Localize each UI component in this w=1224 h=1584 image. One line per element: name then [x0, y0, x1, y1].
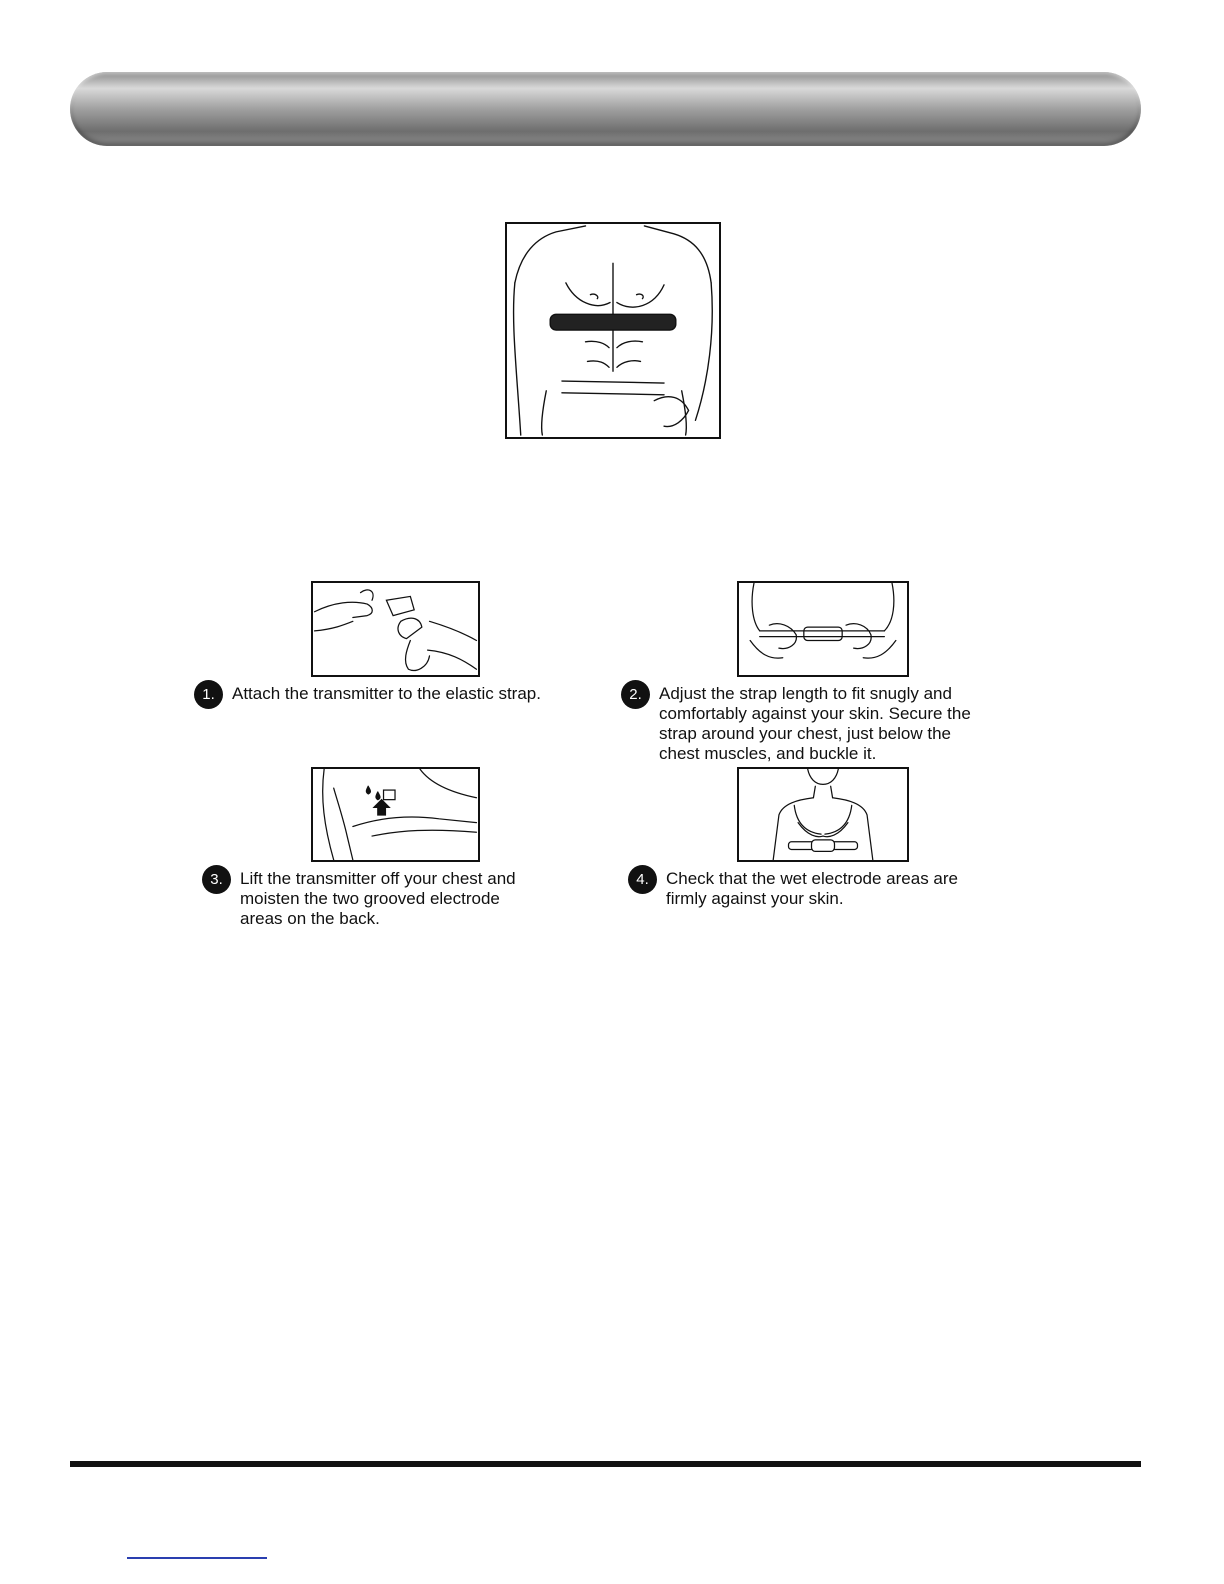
- header-banner: [70, 72, 1141, 146]
- step-text: Attach the transmitter to the elastic strap.: [232, 684, 541, 703]
- step-4: [628, 869, 1008, 909]
- chest-strap-illustration: [505, 222, 721, 439]
- step-text: Check that the wet electrode areas are firmly against your skin.: [666, 869, 958, 908]
- moisten-electrodes-illustration: [311, 767, 480, 862]
- step-number-badge: 3.: [202, 865, 231, 894]
- strap-worn-illustration: [737, 767, 909, 862]
- step-number-badge: 2.: [621, 680, 650, 709]
- buckle-strap-illustration: [737, 581, 909, 677]
- step-number-badge: 4.: [628, 865, 657, 894]
- attach-transmitter-illustration: [311, 581, 480, 677]
- step-1: [194, 684, 594, 709]
- step-2: [621, 684, 1021, 764]
- step-number-badge: 1.: [194, 680, 223, 709]
- footer-divider: [70, 1461, 1141, 1467]
- step-text: Lift the transmitter off your chest and moisten the two grooved electrode areas on the back.: [240, 869, 516, 928]
- footer-link-underline[interactable]: [127, 1557, 267, 1559]
- step-text: Adjust the strap length to fit snugly and comfortably against your skin. Secure the strap around your chest, just below the chest muscles, and buckle it.: [659, 684, 971, 763]
- step-3: [202, 869, 582, 929]
